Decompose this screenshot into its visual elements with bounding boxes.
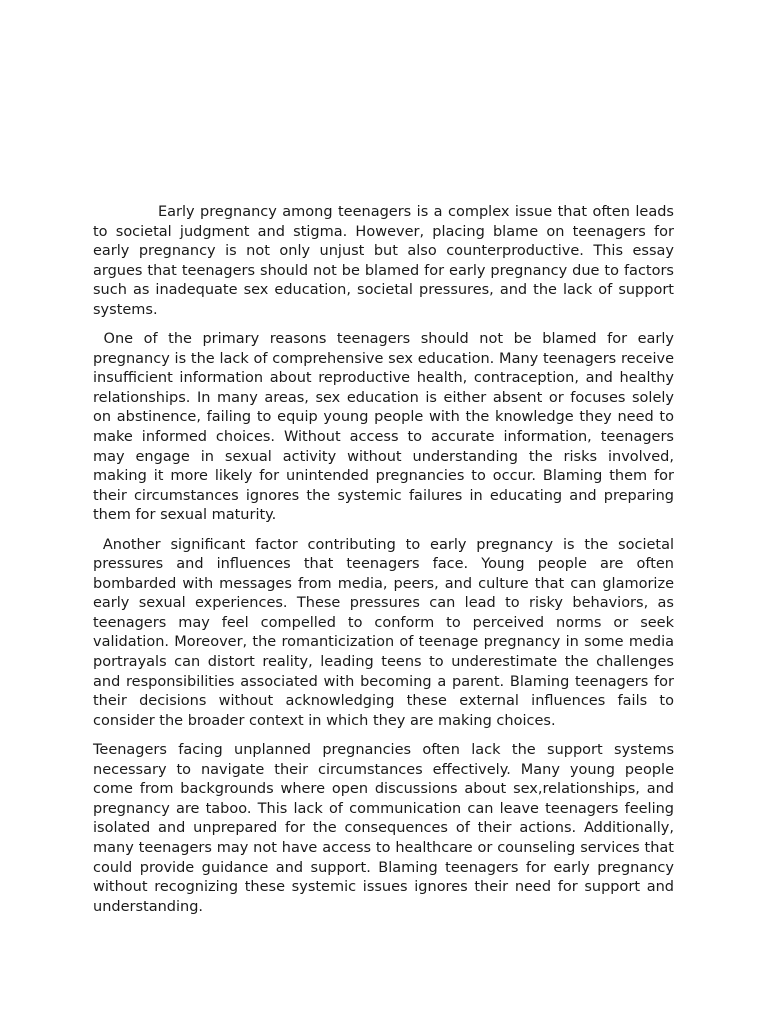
paragraph-introduction: Early pregnancy among teenagers is a complex issue that often leads to societal judgment and stigma. However, placing blame on teenagers for early pregnancy is not only unjust but also counterproductive. This essay argues that teenagers should not be blamed for early pregnancy due to factors such as inadequate sex education, societal pressures, and the lack of support systems. — [93, 204, 679, 318]
essay-body — [93, 203, 679, 927]
paragraph-societal-pressures: Another significant factor contributing to early pregnancy is the societal pressures and influences that teenagers face. Young people are often bombarded with messages from media, peers, and culture that can glamorize early sexual experiences. These pressures can lead to risky behaviors, as teenagers may feel compelled to conform to perceived norms or seek validation. Moreover, the romanticization of teenage pregnancy in some media portrayals can distort reality, leading teens to underestimate the challenges and responsibilities associated with becoming a parent. Blaming teenagers for their decisions without acknowledging these external influences fails to consider the broader context in which they are making choices. — [93, 536, 679, 729]
paragraph-support-systems: Teenagers facing unplanned pregnancies often lack the support systems necessary to navigate their circumstances effectively. Many young people come from backgrounds where open discussions about sex,relationships, and pregnancy are taboo. This lack of communication can leave teenagers feeling isolated and unprepared for the consequences of their actions. Additionally, many teenagers may not have access to healthcare or counseling services that could provide guidance and support. Blaming teenagers for early pregnancy without recognizing these systemic issues ignores their need for support and understanding. — [93, 742, 679, 915]
paragraph-sex-education: One of the primary reasons teenagers should not be blamed for early pregnancy is the lack of comprehensive sex education. Many teenagers receive insufficient information about reproductive health, contraception, and healthy relationships. In many areas, sex education is either absent or focuses solely on abstinence, failing to equip young people with the knowledge they need to make informed choices. Without access to accurate information, teenagers may engage in sexual activity without understanding the risks involved, making it more likely for unintended pregnancies to occur. Blaming them for their circumstances ignores the systemic failures in educating and preparing them for sexual maturity. — [93, 331, 679, 524]
